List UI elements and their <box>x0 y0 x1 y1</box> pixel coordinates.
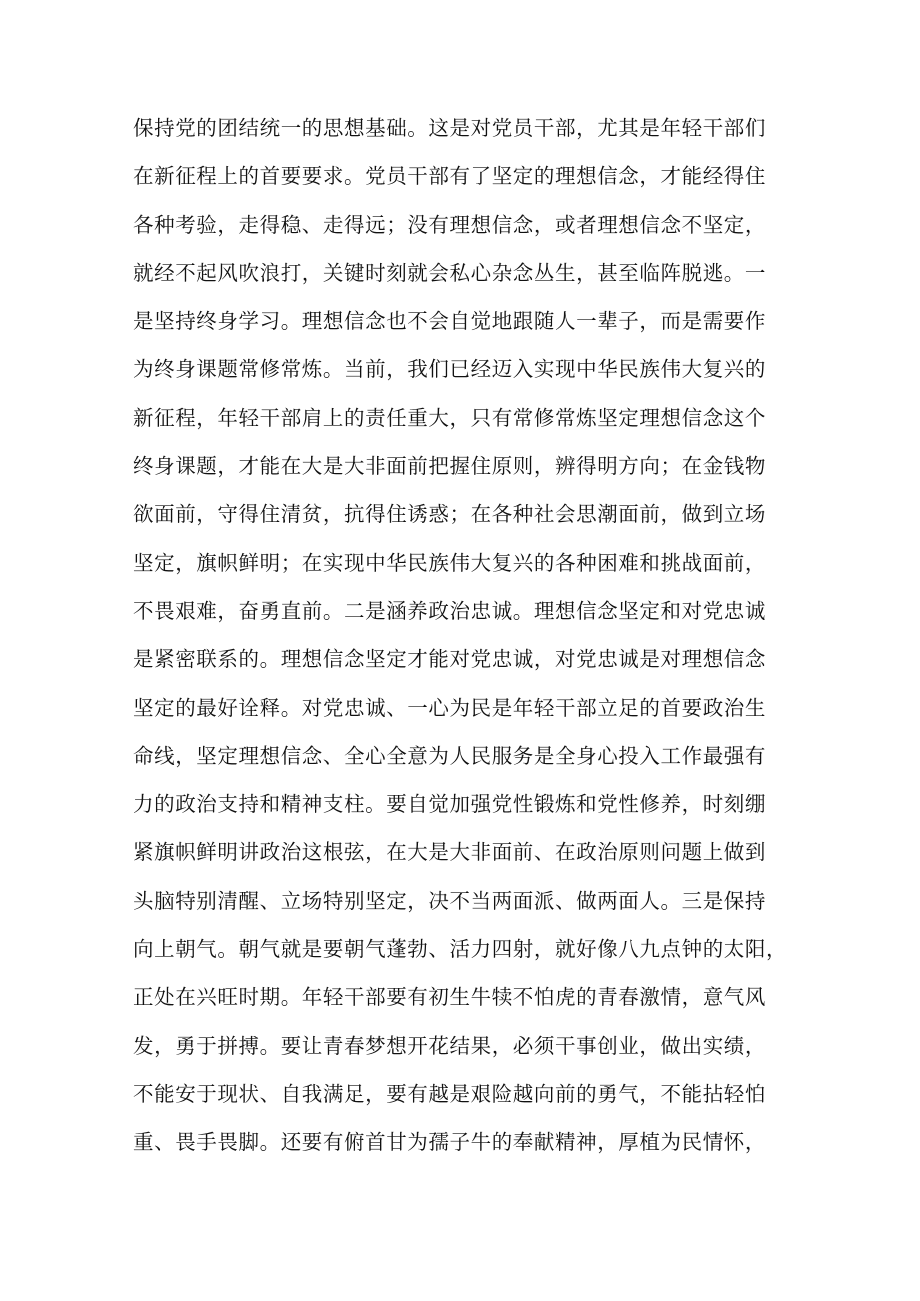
text-line: 就经不起风吹浪打，关键时刻就会私心杂念丛生，甚至临阵脱逃。一 <box>133 260 766 285</box>
text-line: 坚定的最好诠释。对党忠诚、一心为民是年轻干部立足的首要政治生 <box>133 695 766 720</box>
text-line: 力的政治支持和精神支柱。要自觉加强党性锻炼和党性修养，时刻绷 <box>133 792 766 817</box>
text-line: 发，勇于拼搏。要让青春梦想开花结果，必须干事创业，做出实绩， <box>133 1033 766 1058</box>
text-line: 各种考验，走得稳、走得远；没有理想信念，或者理想信念不坚定， <box>133 212 766 237</box>
text-line: 保持党的团结统一的思想基础。这是对党员干部，尤其是年轻干部们 <box>133 116 766 140</box>
text-line: 头脑特别清醒、立场特别坚定，决不当两面派、做两面人。三是保持 <box>133 888 766 913</box>
text-line: 命线，坚定理想信念、全心全意为人民服务是全身心投入工作最强有 <box>133 743 766 768</box>
body-text <box>133 104 793 1167</box>
text-line: 不能安于现状、自我满足，要有越是艰险越向前的勇气，不能拈轻怕 <box>133 1081 766 1106</box>
text-line: 在新征程上的首要要求。党员干部有了坚定的理想信念，才能经得住 <box>133 164 766 189</box>
text-line: 不畏艰难，奋勇直前。二是涵养政治忠诚。理想信念坚定和对党忠诚 <box>133 598 766 623</box>
text-line: 新征程，年轻干部肩上的责任重大，只有常修常炼坚定理想信念这个 <box>133 405 766 430</box>
text-line: 为终身课题常修常炼。当前，我们已经迈入实现中华民族伟大复兴的 <box>133 357 766 382</box>
text-line: 重、畏手畏脚。还要有俯首甘为孺子牛的奉献精神，厚植为民情怀， <box>133 1130 766 1155</box>
text-line: 正处在兴旺时期。年轻干部要有初生牛犊不怕虎的青春激情，意气风 <box>133 985 766 1010</box>
text-line: 是坚持终身学习。理想信念也不会自觉地跟随人一辈子，而是需要作 <box>133 309 766 334</box>
text-line: 是紧密联系的。理想信念坚定才能对党忠诚，对党忠诚是对理想信念 <box>133 647 766 672</box>
text-line: 终身课题，才能在大是大非面前把握住原则，辨得明方向；在金钱物 <box>133 454 766 479</box>
text-line: 欲面前，守得住清贫，抗得住诱惑；在各种社会思潮面前，做到立场 <box>133 502 766 527</box>
text-line: 向上朝气。朝气就是要朝气蓬勃、活力四射，就好像八九点钟的太阳， <box>133 937 788 962</box>
text-line: 紧旗帜鲜明讲政治这根弦，在大是大非面前、在政治原则问题上做到 <box>133 840 766 865</box>
text-line: 坚定，旗帜鲜明；在实现中华民族伟大复兴的各种困难和挑战面前， <box>133 550 766 575</box>
